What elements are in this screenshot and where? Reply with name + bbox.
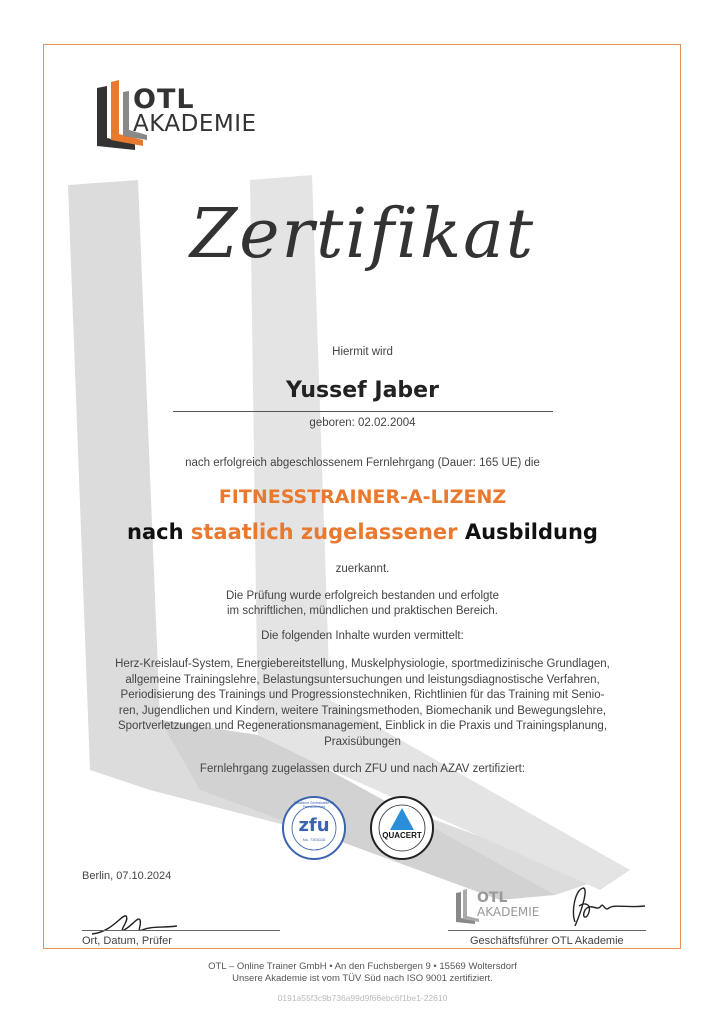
logo-line2: AKADEMIE: [133, 111, 257, 137]
contents-line: Sportverletzungen und Regenerationsmanagement, Einblick in die Praxis und Trainingsplanung,: [117, 720, 608, 732]
recipient-name: Yussef Jaber: [286, 378, 439, 403]
license-title: FITNESSTRAINER-A-LIZENZ: [218, 486, 507, 508]
exam-line: im schriftlichen, mündlichen und praktischen Bereich.: [226, 605, 499, 617]
director-signature: [545, 882, 655, 930]
quacert-seal: [370, 796, 434, 860]
subtitle-part1: nach: [127, 520, 191, 544]
accreditation-text: Fernlehrgang zugelassen durch ZFU und nach AZAV zertifiziert:: [199, 763, 526, 775]
zfu-ring-text: Staatliche Zentralstelle für Fernunterricht: [293, 801, 335, 809]
footer-line: Unsere Akademie ist vom TÜV Süd nach ISO 9001 zertifiziert.: [232, 973, 493, 984]
logo-small-line2: AKADEMIE: [477, 905, 540, 919]
logo-small-line1: OTL: [477, 890, 508, 906]
contents-line: Praxisübungen: [324, 735, 401, 748]
exam-line: Die Prüfung wurde erfolgreich bestanden und erfolgte: [226, 590, 499, 602]
intro-text: Hiermit wird: [332, 346, 393, 358]
subtitle-highlight: staatlich zugelassener: [190, 520, 458, 544]
examiner-signature: [82, 908, 272, 938]
contents-line: Periodisierung des Trainings und Progressionstechniken, Richtlinien für das Training mit Senio-: [120, 689, 605, 701]
zfu-number: No. 7304116: [302, 837, 326, 842]
subtitle-part2: Ausbildung: [457, 520, 598, 544]
awarded-text: zuerkannt.: [335, 563, 390, 575]
certificate-title: Zertifikat: [189, 195, 536, 274]
footer: [0, 961, 725, 985]
quacert-triangle-icon: [372, 798, 432, 858]
contents-line: ren, Jugendlichen und Kindern, weitere Trainingsmethoden, Biomechanik und Bewegungslehre,: [118, 704, 607, 717]
left-signature-line: [82, 930, 280, 931]
name-underline: [173, 411, 553, 412]
footer-line: OTL – Online Trainer GmbH • An den Fuchsbergen 9 • 15569 Woltersdorf: [208, 961, 517, 972]
contents-heading: Die folgenden Inhalte wurden vermittelt:: [261, 630, 464, 642]
contents-list: [0, 657, 725, 750]
right-signature-line: [448, 930, 646, 931]
left-signature-label: Ort, Datum, Prüfer: [82, 935, 172, 947]
zfu-seal: [282, 796, 346, 860]
contents-line: Herz-Kreislauf-System, Energiebereitstellung, Muskelphysiologie, sportmedizinische Grundlagen,: [115, 658, 610, 670]
course-line: nach erfolgreich abgeschlossenem Fernlehrgang (Dauer: 165 UE) die: [185, 457, 540, 469]
logo-line1: OTL: [133, 84, 195, 115]
certificate-hash: 0191a55f3c9b736a99d9f66ebc6f1be1-22610: [277, 993, 448, 1003]
birth-date: geboren: 02.02.2004: [309, 417, 416, 429]
contents-line: allgemeine Trainingslehre, Belastungsuntersuchungen und leistungsdiagnostische Verfahren,: [125, 673, 600, 686]
exam-text: [0, 589, 725, 619]
license-subtitle: [0, 520, 725, 544]
zfu-text: zfu: [298, 815, 330, 836]
quacert-text: QUACERT: [382, 831, 422, 840]
right-signature-label: Geschäftsführer OTL Akademie: [470, 935, 624, 947]
place-date: Berlin, 07.10.2024: [82, 870, 172, 882]
